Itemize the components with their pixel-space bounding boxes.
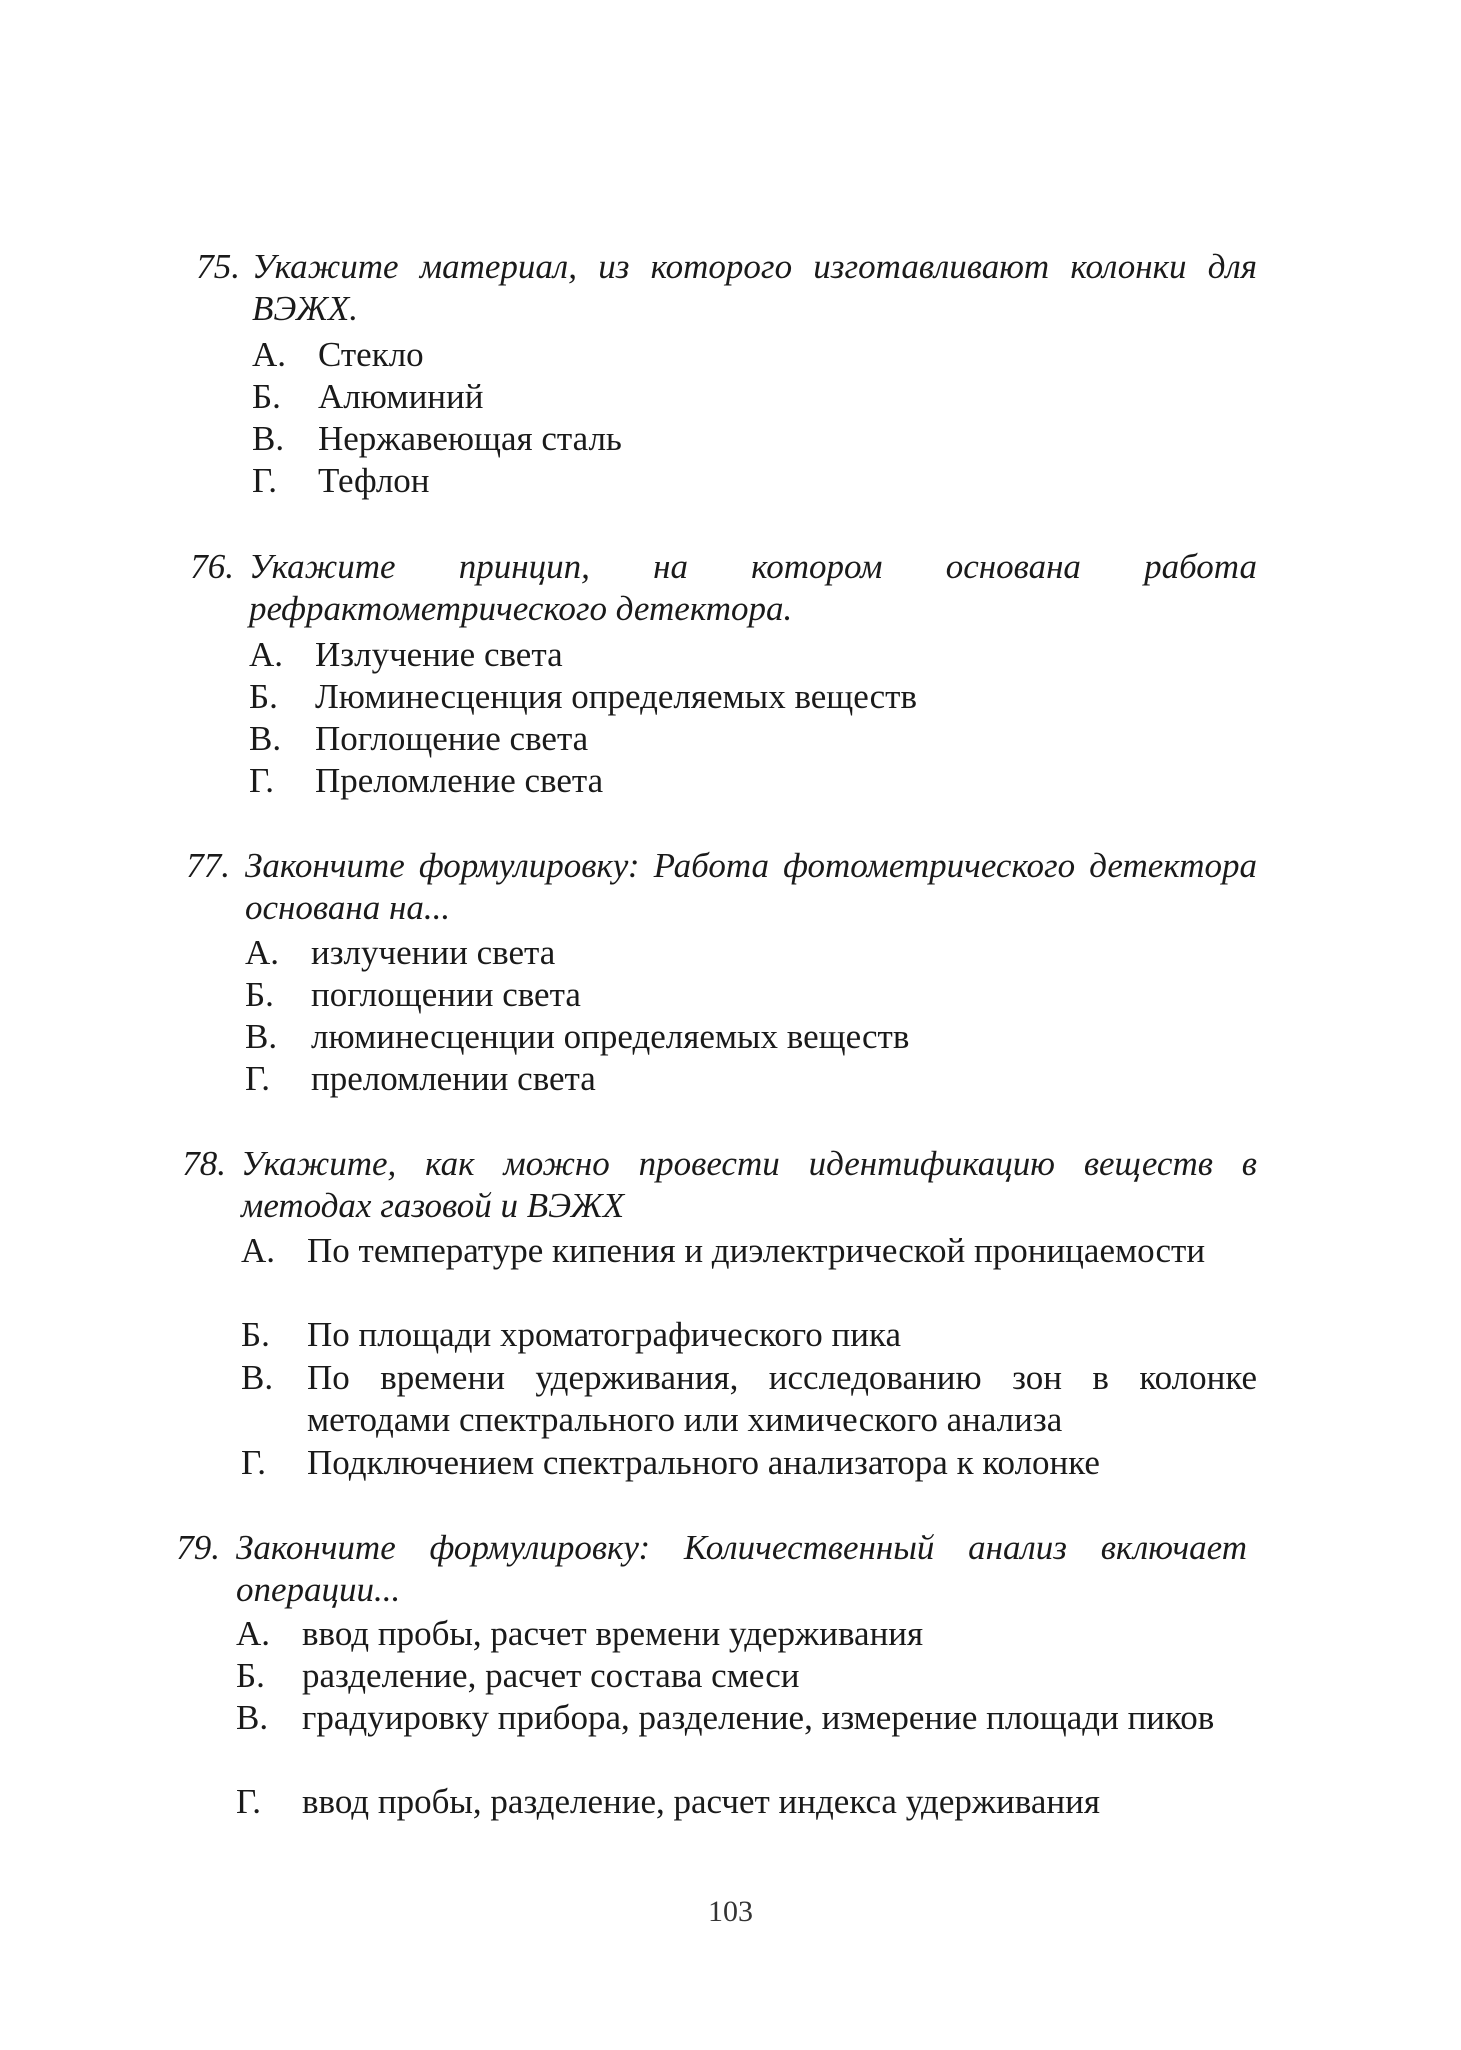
question-text: Укажите принцип, на котором основана работа рефрактометрического детектора. xyxy=(249,547,1257,628)
option-text: По времени удерживания, исследованию зон в колонке методами спектрального или химического анализа xyxy=(307,1358,1257,1439)
option-text: Излучение света xyxy=(315,635,563,674)
option-letter: Б. xyxy=(236,1656,265,1695)
option-letter: В. xyxy=(245,1017,278,1056)
option-letter: В. xyxy=(249,719,282,758)
option-letter: А. xyxy=(236,1614,271,1653)
option-text: разделение, расчет состава смеси xyxy=(302,1656,800,1695)
option-text: люминесценции определяемых веществ xyxy=(311,1017,910,1056)
question-number: 77. xyxy=(186,846,230,885)
option-letter: Б. xyxy=(249,677,278,716)
option-text: По площади хроматографического пика xyxy=(307,1315,901,1354)
option-text: Преломление света xyxy=(315,761,604,800)
option-letter: А. xyxy=(252,335,287,374)
question-text: Укажите, как можно провести идентификацию веществ в методах газовой и ВЭЖХ xyxy=(241,1144,1257,1225)
page-number: 103 xyxy=(708,1895,753,1928)
option-letter: Г. xyxy=(245,1059,271,1098)
question-number: 76. xyxy=(190,547,234,586)
option-text: Поглощение света xyxy=(315,719,589,758)
option-letter: Б. xyxy=(245,975,274,1014)
option-text: Алюминий xyxy=(318,377,484,416)
option-text: Тефлон xyxy=(318,461,430,500)
option-text: Люминесценция определяемых веществ xyxy=(315,677,918,716)
option-letter: А. xyxy=(245,933,280,972)
question-number: 79. xyxy=(176,1528,220,1567)
option-text: Нержавеющая сталь xyxy=(318,419,622,458)
option-letter: Б. xyxy=(241,1315,270,1354)
option-letter: В. xyxy=(236,1698,269,1737)
question-text: Закончите формулировку: Количественный анализ включает операции... xyxy=(236,1528,1247,1609)
option-text: Подключением спектрального анализатора к колонке xyxy=(307,1443,1100,1482)
option-text: градуировку прибора, разделение, измерение площади пиков xyxy=(302,1698,1215,1737)
option-letter: Г. xyxy=(236,1782,262,1821)
option-letter: А. xyxy=(249,635,284,674)
option-letter: А. xyxy=(241,1231,276,1270)
option-letter: Г. xyxy=(241,1443,267,1482)
question-number: 78. xyxy=(182,1144,226,1183)
question-text: Закончите формулировку: Работа фотометрического детектора основана на... xyxy=(245,846,1257,927)
option-text: поглощении света xyxy=(311,975,581,1014)
option-letter: Б. xyxy=(252,377,281,416)
option-text: преломлении света xyxy=(311,1059,596,1098)
option-text: ввод пробы, расчет времени удерживания xyxy=(302,1614,924,1653)
option-text: излучении света xyxy=(311,933,556,972)
option-letter: Г. xyxy=(249,761,275,800)
option-letter: Г. xyxy=(252,461,278,500)
question-text: Укажите материал, из которого изготавливают колонки для ВЭЖХ. xyxy=(252,247,1257,328)
option-text: ввод пробы, разделение, расчет индекса удерживания xyxy=(302,1782,1100,1821)
option-text: Стекло xyxy=(318,335,424,374)
option-letter: В. xyxy=(252,419,285,458)
question-number: 75. xyxy=(196,247,240,286)
option-text: По температуре кипения и диэлектрической проницаемости xyxy=(307,1231,1206,1270)
option-letter: В. xyxy=(241,1358,274,1397)
